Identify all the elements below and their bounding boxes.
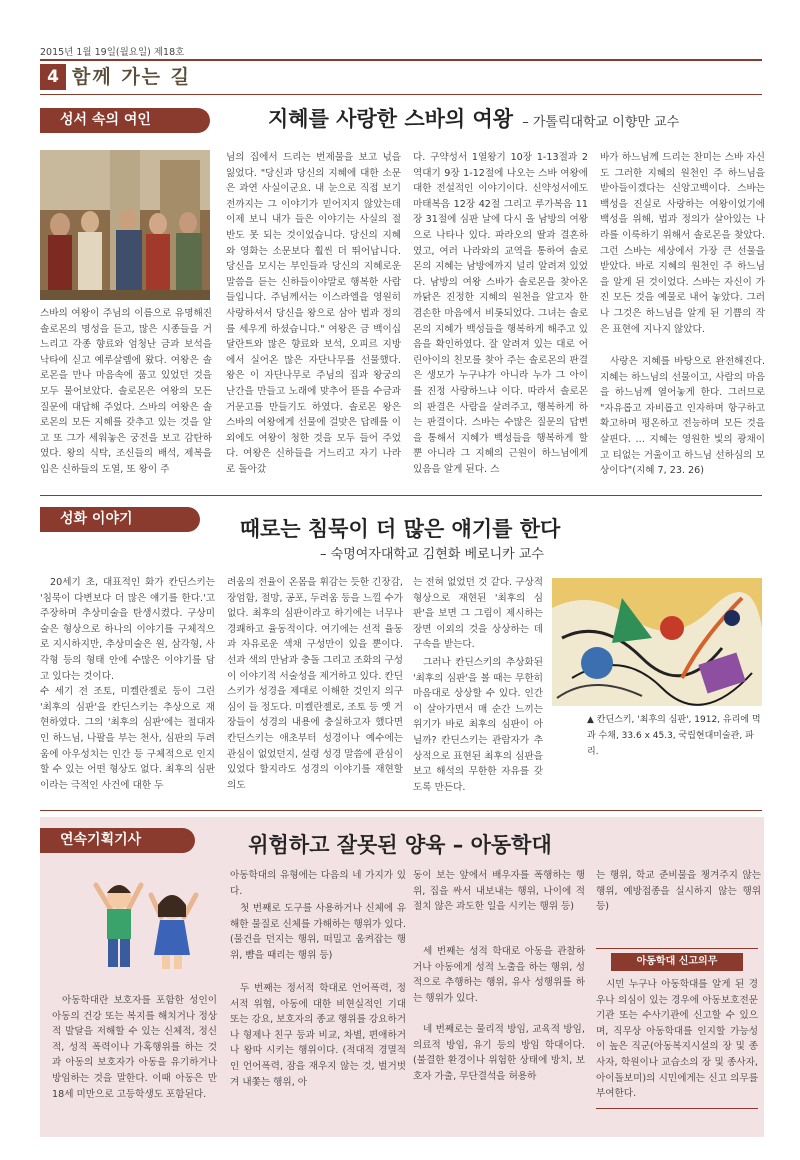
article3-col3a: 동이 보는 앞에서 배우자를 폭행하는 행위, 집을 싸서 내보내는 행위, 나이에 적절치 않은 과도한 일을 시키는 행위 등) [413,870,585,913]
children-illustration [86,865,206,975]
article3-col1: 아동학대란 보호자를 포함한 성인이 아동의 건강 또는 복지를 해치거나 정상적 발달을 저해할 수 있는 신체적, 정신적, 성적 폭력이나 가혹행위를 하는 것과 아동의 보호자가 아동을 유기하거나 방임하는 것을 말한다. 이때 아동은 만 18세 미만으로 고등학생도 포함된다. [52,995,217,1100]
painting-caption: ▲ 칸딘스키, '최후의 심판', 1912, 유리에 먹과 수채, 33.6 x 45.3, 국립현대미술관, 파리. [587,715,761,757]
header-rule-bottom [40,94,762,95]
issue-date: 2015년 1월 19일(월요일) 제18호 [40,47,185,58]
queen-of-sheba-painting [40,150,210,300]
article1-col2: 님의 집에서 드리는 번제물을 보고 넋을 잃었다. "당신과 당신의 지혜에 대한 소문은 과연 사실이군요. 내 눈으로 직접 보기 전까지는 그 이야기가 믿어지지 않았는데 이제 보니 내가 들은 이야기는 사실의 절반도 못 되는 것이었습니다. 당신의 지혜와 영화는 소문보다 훨씬 더 뛰어납니다. 당신을 모시는 부인들과 당신의 지혜로운 말씀을 듣는 신하들이야말로 행복한 사람들입니다. 주님께서는 이스라엘을 영원히 사랑하셔서 당신을 왕으로 삼아 법과 정의를 세우게 하셨습니다." 여왕은 금 백이십 달란트와 많은 향료와 보석, 오피르 지방에서 실어온 많은 자단나무를 선물했다. 왕은 이 자단나무로 주님의 집과 왕궁의 난간을 만들고 노래에 맞추어 뜯을 수금과 거문고를 만들기도 하였다. 솔로몬 왕은 스바의 여왕에게 선물에 걸맞은 답례를 이외에도 여왕이 청한 것을 모두 들어 주었다. 여왕은 신하들을 거느리고 자기 나라로 돌아갔 [226,152,401,475]
report-duty-body: 시민 누구나 아동학대를 알게 된 경우나 의심이 있는 경우에 아동보호전문기관 또는 수사기관에 신고할 수 있으며, 직무상 아동학대를 인지할 가능성이 높은 직군(아동복지시설의 장 및 종사자, 학원이나 교습소의 장 및 종사자, 아이돌보미)의 시민에게는 신고 의무를 부여한다. [596,979,758,1100]
report-duty-title: 아동학대 신고의무 [611,953,743,971]
article2-col3a: 는 전혀 없었던 것 같다. 구상적 형상으로 재현된 '최후의 심판'을 보면 그 그림이 제시하는 장면 이외의 것을 상상하는 데 구속을 받는다. [413,577,543,651]
article1-col4a: 바가 하느님께 드리는 찬미는 스바 자신도 그러한 지혜의 원천인 주 하느님을 받아들이겠다는 신앙고백이다. 스바는 백성을 진실로 사랑하는 여왕이었기에 백성을 위해, 법과 정의가 살아있는 나라를 이룩하기 위해서 솔로몬을 찾았다. 그런 스바는 세상에서 가장 큰 선물을 받았다. 바로 지혜의 원천인 주 하느님을 알게 된 것이었다. 스바는 자신이 가진 모든 것을 예물로 내어 놓았다. 그러나 그것은 하느님을 알게 된 기쁨의 작은 표현에 지나지 않았다. [600,152,765,335]
article1-col3: 다. 구약성서 1열왕기 10장 1-13절과 2역대기 9장 1-12절에 나오는 스바 여왕에 대한 전설적인 이야기이다. 신약성서에도 마태복음 12장 42절 그리고 루가복음 11장 31절에 심판 날에 다시 올 남방의 여왕으로 나타나 있다. 파라오의 딸과 결혼하였고, 여러 나라와의 교역을 통하여 솔로몬의 지혜는 남방에까지 널리 알려져 있었다. 남방의 여왕 스바가 솔로몬을 찾아온 까닭은 진정한 지혜의 원천을 알고자 한 겸손한 마음에서 비롯되었다. 그녀는 솔로몬의 지혜가 백성들을 행복하게 해주고 있음을 확인하였다. 잘 알려져 있는 대로 어린아이의 친모를 찾아 주는 솔로몬의 판결은 생모가 누구냐가 아니라 누가 그 아이를 진정 사랑하느냐 이다. 따라서 솔로몬의 판결은 사람을 살려주고, 행복하게 하는 판결이다. 스바는 수많은 질문의 답변을 통해서 지혜가 백성들을 행복하게 할 뿐 아니라 그 지혜의 근원이 하느님에게 있음을 알게 된다. 스 [413,152,588,475]
section-title: 함께 가는 길 [72,66,191,88]
article2-col2: 려움의 전율이 온몸을 휘감는 듯한 긴장감, 장엄함, 절망, 공포, 두려움 등을 느낄 수가 없다. 최후의 심판이라고 하기에는 너무나 경쾌하고 율동적이다. 여기에는 선적 율동과 자유로운 색채 구성만이 있을 뿐이다. 선과 색의 만남과 충돌 그리고 조화의 구성이 이야기적 서술성을 제거하고 있다. 칸딘스키가 성경을 제대로 이해한 것인지 의구심이 들 정도다. 미켈란젤로, 조토 등 옛 거장들이 성경의 내용에 충실하고자 했다면 칸딘스키는 애초부터 성경이나 예수에는 관심이 없었던지, 설령 성경 말씀에 관심이 있었다 할지라도 성경의 이야기를 재현할 의도 [227,577,403,791]
article2-divider [40,810,762,811]
header-rule [40,59,762,61]
article1-divider [40,495,762,496]
article3-col3b: 세 번째는 성적 학대로 아동을 관찰하거나 아동에게 성적 노출을 하는 행위, 성적으로 추행하는 행위, 유사 성행위를 하는 행위가 있다. [413,946,585,1004]
article3-col2b: 첫 번째로 도구를 사용하거나 신체에 유해한 물질로 신체를 가해하는 행위가 있다. (물건을 던지는 행위, 떠밀고 움켜잡는 행위, 뺨을 때리는 행위 등) [230,903,406,961]
kandinsky-last-judgment-painting [552,578,762,706]
article1-headline: 지혜를 사랑한 스바의 여왕 [268,107,514,131]
article3-headline: 위험하고 잘못된 양육 – 아동학대 [248,833,552,857]
article2-col3b: 그러나 칸딘스키의 추상화된 '최후의 심판'을 볼 때는 무한히 마음대로 상상할 수 있다. 인간이 살아가면서 매 순간 느끼는 위기가 바로 최후의 심판이 아닐까? 칸딘스키는 관람자가 추상적으로 표현된 최후의 심판을 보고 해석의 무한한 자유를 갖도록 만든다. [413,657,543,793]
section-tag-art-story: 성화 이야기 [40,507,200,532]
section-tag-bible-women: 성서 속의 여인 [40,108,210,133]
article1-col4b: 사랑은 지혜를 바탕으로 완전해진다. 지혜는 하느님의 선물이고, 사람의 마음을 하느님께 열어놓게 한다. 그러므로 "자유롭고 자비롭고 인자하며 항구하고 확고하며 평온하고 전능하며 모든 것을 살핀다. … 지혜는 영원한 빛의 광채이고 티없는 거울이고 하느님 선하심의 모상이다"(지혜 7, 23. 26) [600,356,765,477]
article1-col1: 스바의 여왕이 주님의 이름으로 유명해진 솔로몬의 명성을 듣고, 많은 시종들을 거느리고 각종 향료와 엄청난 금과 보석을 낙타에 싣고 예루살렘에 왔다. 여왕은 솔로몬을 만나 마음속에 품고 있었던 것을 모두 물어보았다. 솔로몬은 여왕의 모든 질문에 대답해 주었다. 스바의 여왕은 솔로몬의 모든 지혜를 갖추고 있는 것을 알고 또 그가 세워놓은 궁전을 보고 감탄하였다. 왕의 식탁, 조신들의 배석, 제복을 입은 신하들의 도열, 또 왕이 주 [40,308,212,475]
article3-col3c: 네 번째로는 물리적 방임, 교육적 방임, 의료적 방임, 유기 등의 방임 학대이다. (불결한 환경이나 위험한 상태에 방치, 보호자 가출, 무단결석을 허용하 [413,1024,585,1082]
article3-col4a: 는 행위, 학교 준비물을 챙겨주지 않는 행위, 예방접종을 실시하지 않는 행위 등) [596,870,761,913]
article2-byline: – 숙명여자대학교 김현화 베로니카 교수 [320,547,544,562]
article1-byline: – 가톨릭대학교 이향만 교수 [522,115,680,130]
section-tag-series: 연속기획기사 [40,828,195,853]
article2-headline: 때로는 침묵이 더 많은 얘기를 한다 [239,517,561,541]
article3-col2a: 아동학대의 유형에는 다음의 네 가지가 있다. [230,870,406,897]
article3-col2c: 두 번째는 정서적 학대로 언어폭력, 정서적 위협, 아동에 대한 비현실적인 기대 또는 강요, 보호자의 종교 행위를 강요하거나 형제나 친구 등과 비교, 차별, 편애하거나 왕따 시키는 행위이다. (적대적 경멸적인 언어폭력, 잠을 재우지 않는 것, 벌거벗겨 내쫓는 행위, 아 [230,983,406,1088]
article1-title [268,103,679,133]
page-number: 4 [40,64,66,90]
report-duty-sidebar [596,948,758,1109]
article2-col1: 20세기 초, 대표적인 화가 칸딘스키는 '침묵이 다변보다 더 많은 얘기를 한다.'고 주장하며 추상미술을 탄생시켰다. 구상미술은 형상으로 하나의 이야기를 구체적으로 지시하지만, 추상미술은 원, 삼각형, 사각형 등의 형태 안에 수많은 이야기를 담고 있다는 것이다. 수 세기 전 조토, 미켈란젤로 등이 그린 '최후의 심판'을 칸딘스키는 추상으로 재현하였다. 그의 '최후의 심판'에는 절대자인 하느님, 나팔을 부는 천사, 심판의 두려움에 아우성치는 인간 등 구체적으로 인지할 수 있는 어떤 형상도 없다. 최후의 심판이라는 극적인 사건에 대한 두 [40,577,215,791]
